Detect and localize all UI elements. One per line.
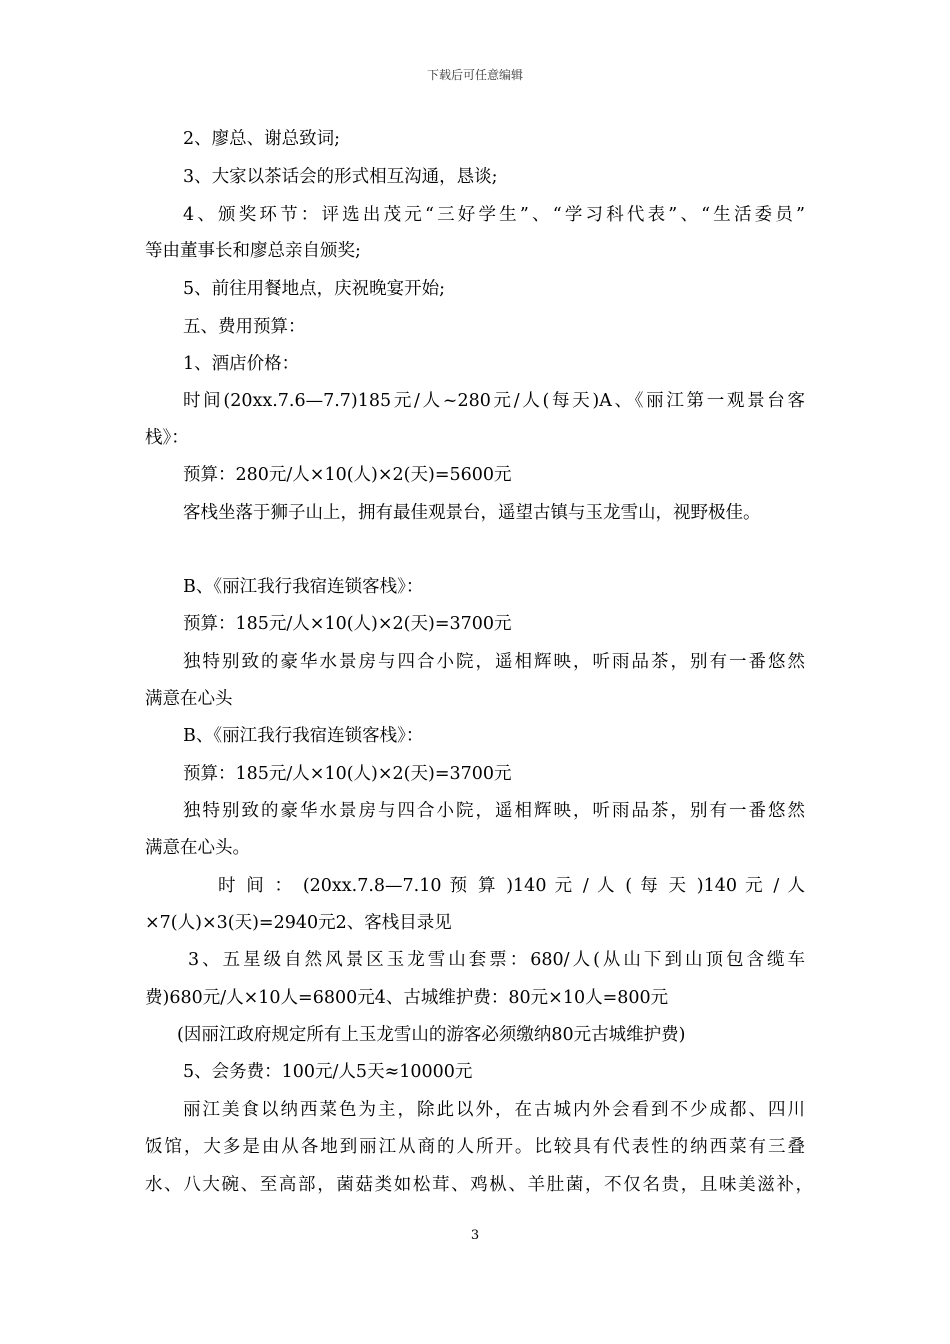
text-line: 预算：280元/人×10(人)×2(天)=5600元: [183, 465, 512, 485]
text-line: 栈》：: [145, 428, 189, 448]
text-line: 独特别致的豪华水景房与四合小院，遥相辉映，听雨品茶，别有一番悠然: [183, 801, 805, 821]
text-line: 饭馆，大多是由从各地到丽江从商的人所开。比较具有代表性的纳西菜有三叠: [145, 1137, 805, 1157]
text-line: (因丽江政府规定所有上玉龙雪山的游客必须缴纳80元古城维护费): [177, 1025, 686, 1045]
text-line: 水、八大碗、至高部，菌菇类如松茸、鸡枞、羊肚菌，不仅名贵，且味美滋补，: [145, 1175, 813, 1195]
page-number: 3: [470, 1228, 480, 1243]
text-line: 时间(20xx.7.6—7.7)185元/人~280元/人(每天)A、《丽江第一观景台客: [183, 391, 805, 411]
text-line: 预算：185元/人×10(人)×2(天)=3700元: [183, 614, 512, 634]
text-line: 5、会务费：100元/人5天≈10000元: [183, 1062, 473, 1082]
text-line: 满意在心头: [145, 689, 233, 709]
section-heading: 五、费用预算：: [183, 317, 306, 337]
text-line: 满意在心头。: [145, 838, 250, 858]
text-line: ×7(人)×3(天)=2940元2、客栈目录见: [145, 913, 452, 933]
text-line: B、《丽江我行我宿连锁客栈》：: [183, 726, 424, 746]
text-line: 时 间 ： (20xx.7.8—7.10 预 算 )140 元 / 人 ( 每 天 )140 元 / 人: [218, 876, 805, 896]
text-line: 费)680元/人×10人=6800元4、古城维护费：80元×10人=800元: [145, 988, 669, 1008]
text-line: 2、廖总、谢总致词;: [183, 129, 341, 149]
text-line: B、《丽江我行我宿连锁客栈》：: [183, 577, 424, 597]
text-line: 3、五星级自然风景区玉龙雪山套票：680/人(从山下到山顶包含缆车: [188, 950, 805, 970]
text-line: 4、颁奖环节：评选出茂元“三好学生”、“学习科代表”、“生活委员”: [183, 205, 805, 225]
page-header: 下载后可任意编辑: [426, 68, 523, 82]
text-line: 客栈坐落于狮子山上，拥有最佳观景台，遥望古镇与玉龙雪山，视野极佳。: [183, 503, 761, 523]
text-line: 5、前往用餐地点，庆祝晚宴开始;: [183, 279, 446, 299]
subsection-heading: 1、酒店价格：: [183, 354, 300, 374]
text-line: 独特别致的豪华水景房与四合小院，遥相辉映，听雨品茶，别有一番悠然: [183, 652, 805, 672]
text-line: 等由董事长和廖总亲自颁奖;: [145, 241, 361, 261]
text-line: 3、大家以茶话会的形式相互沟通，恳谈;: [183, 167, 498, 187]
text-line: 预算：185元/人×10(人)×2(天)=3700元: [183, 764, 512, 784]
text-line: 丽江美食以纳西菜色为主，除此以外，在古城内外会看到不少成都、四川: [183, 1100, 805, 1120]
